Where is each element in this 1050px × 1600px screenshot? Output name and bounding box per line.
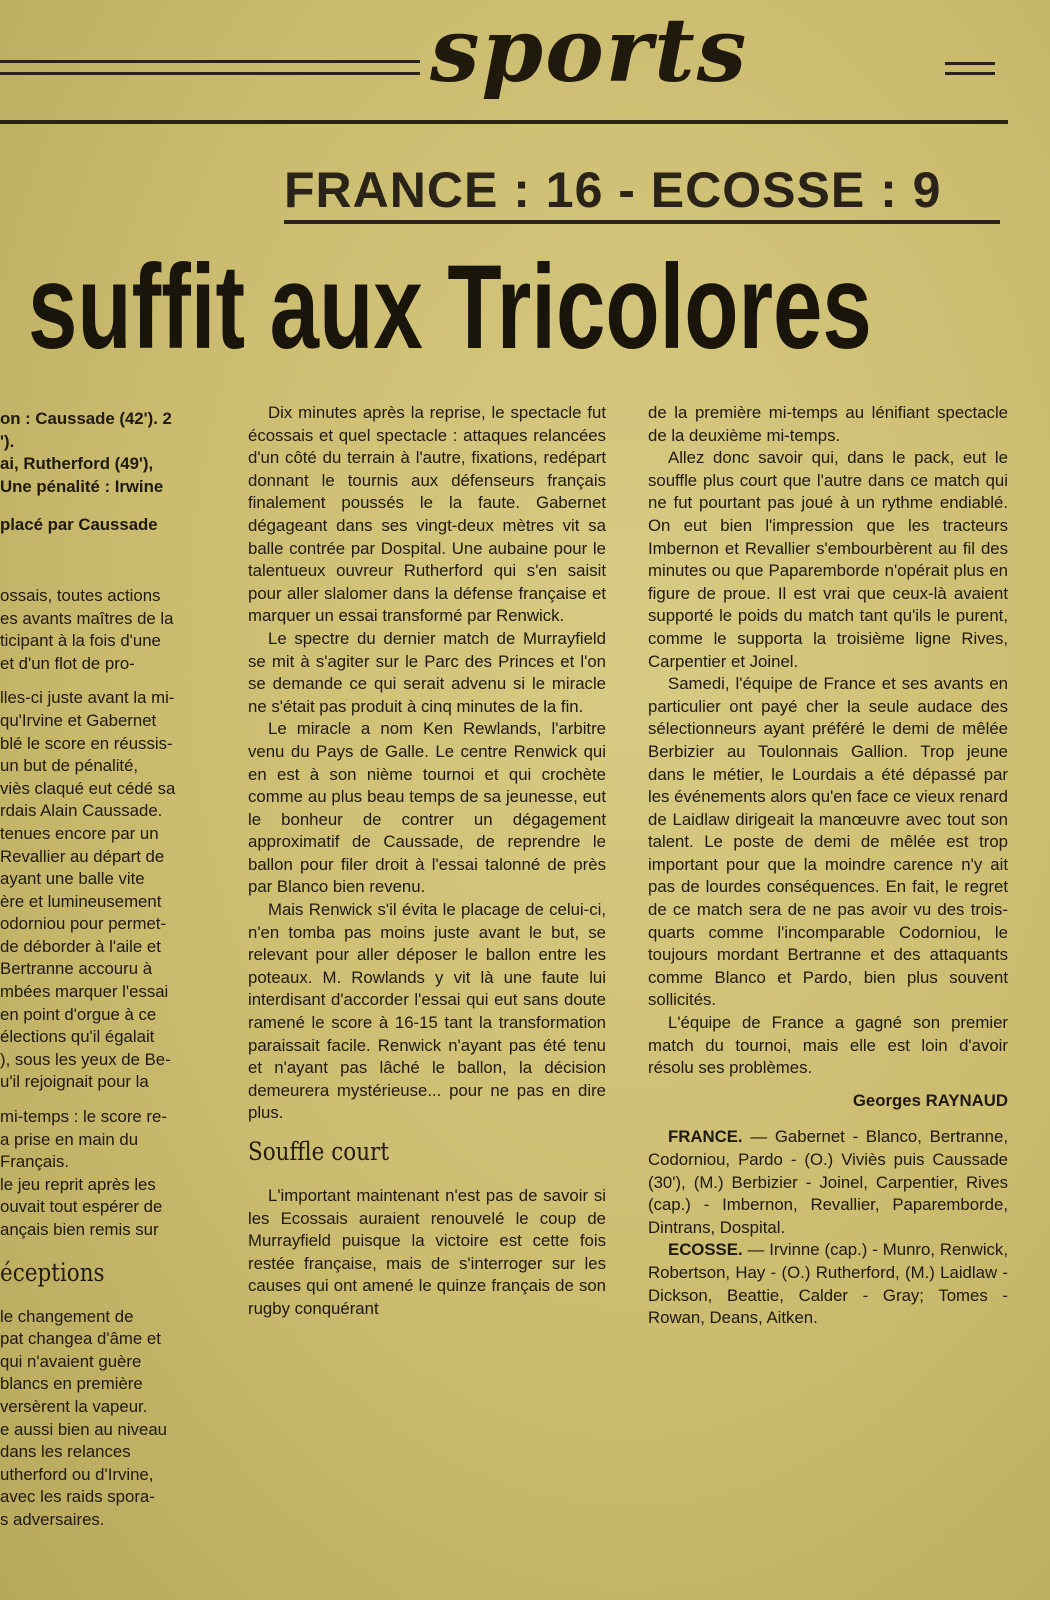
- header-rule: [0, 120, 1008, 124]
- text-line: s adversaires.: [0, 1509, 105, 1529]
- text-line: lles-ci juste avant la mi-: [0, 688, 175, 708]
- column-right: [648, 402, 1008, 1330]
- replacement-note: placé par Caussade: [0, 515, 158, 535]
- text-line: en point d'orgue à ce: [0, 1004, 157, 1024]
- text-line: ançais bien remis sur: [0, 1220, 159, 1239]
- text-line: odorniou pour permet-: [0, 914, 167, 934]
- score-line: FRANCE : 16 - ECOSSE : 9: [284, 162, 942, 218]
- text-line: Revallier au départ de: [0, 846, 165, 866]
- paragraph: L'équipe de France a gagné son premier match du tournoi, mais elle est loin d'avoir résolu ses problèmes.: [648, 1013, 1008, 1078]
- paragraph: Allez donc savoir qui, dans le pack, eut le souffle plus court que l'autre dans ce match qui ne fut pourtant pas joué à un rythme endiablé. On eut bien l'impression que les tracteurs Imbernon et Revallier s'embourbèrent au fil des minutes ou que Paparemborde n'opérait plus en figure de proue. Il est vrai que ceux-là avaient supporté le poids du match tant qu'ils le purent, comme le supporta la troisième ligne Rives, Carpentier et Joinel.: [648, 448, 1008, 671]
- masthead-rule-top: [0, 60, 420, 63]
- scoreline-underline: [284, 220, 1000, 224]
- text-line: élections qu'il égalait: [0, 1027, 155, 1047]
- subheading: Souffle court: [248, 1137, 389, 1166]
- section-masthead: sports: [430, 0, 749, 102]
- text-line: ), sous les yeux de Be-: [0, 1049, 171, 1069]
- text-line: qui n'avaient guère: [0, 1351, 142, 1371]
- paragraph: L'important maintenant n'est pas de savoir si les Ecossais auraient renouvelé le coup de Murrayfield puisque la victoire est cette fois restée française, mais de s'interroger sur les causes qui ont amené le quinze français de son rugby conquérant: [248, 1186, 606, 1318]
- paragraph: [0, 1306, 215, 1532]
- summary-line: ').: [0, 431, 15, 451]
- text-line: u'il rejoignait pour la: [0, 1072, 149, 1092]
- text-line: blé le score en réussis-: [0, 733, 173, 753]
- text-line: blancs en première: [0, 1374, 143, 1394]
- text-line: et d'un flot de pro-: [0, 653, 135, 673]
- text-line: qu'Irvine et Gabernet: [0, 710, 157, 730]
- text-line: dans les relances: [0, 1442, 131, 1462]
- text-line: ère et lumineusement: [0, 891, 162, 911]
- summary-line: Une pénalité : Irwine: [0, 476, 164, 496]
- paragraph: Samedi, l'équipe de France et ses avants en particulier ont payé cher la seule audace des sélectionneurs ayant préféré le demi de mêlée Berbizier au Toulonnais Gallion. Trop jeune dans le métier, le Lourdais a été dépassé par les événements alors qu'en face ce vieux renard de Laidlaw dirigeait la manœuvre avec tout son talent. Le poste de demi de mêlée est trop important pour que la moindre carence n'y ait pas de lourdes conséquences. En fait, le regret de ce match sera de ne pas avoir vu des trois-quarts comme l'incomparable Codorniou, le toujours mordant Bertranne et des attaquants comme Blanco et Pardo, bien plus souvent sollicités.: [648, 674, 1008, 1010]
- paragraph: [0, 585, 215, 675]
- paragraph: [0, 1106, 215, 1242]
- paragraph: Le miracle a nom Ken Rewlands, l'arbitre venu du Pays de Galle. Le centre Renwick qui en est à son nième tournoi et qui crochète comme au plus beau temps de sa jeunesse, eut le bonheur de contrer un dégagement approximatif de Caussade, de reprendre le ballon pour filer droit à l'essai talonné de près par Blanco bien revenu.: [248, 719, 606, 897]
- headline: suffit aux Tricolores: [28, 240, 872, 374]
- text-line: pat changea d'âme et: [0, 1329, 161, 1349]
- paragraph: Dix minutes après la reprise, le spectacle fut écossais et quel spectacle : attaques relancées d'un côté du terrain à l'autre, fixations, redépart donnant le tournis aux défenseurs français finalement poussés le la faute. Gabernet dégageant dans ses vingt-deux mètres vit sa balle contrée par Dospital. Une aubaine pour le talentueux ouvreur Rutherford qui s'en saisit pour aller slalomer dans la défense française et marquer un essai transformé par Renwick.: [248, 403, 606, 626]
- text-line: un but de pénalité,: [0, 756, 139, 776]
- text-line: ossais, toutes actions: [0, 585, 161, 605]
- text-line: avec les raids spora-: [0, 1487, 155, 1507]
- masthead-rule-right-top: [945, 62, 995, 65]
- paragraph: [0, 687, 215, 823]
- column-middle: [248, 402, 606, 1321]
- text-line: de déborder à l'aile et: [0, 936, 161, 956]
- text-line: ouvait tout espérer de: [0, 1197, 163, 1217]
- team-players: — Gabernet - Blanco, Bertranne, Codorniou, Pardo - (O.) Viviès puis Caussade (30'), (M.) Berbizier - Joinel, Carpentier, Rives (cap.) - Imbernon, Revallier, Paparemborde, Dintrans, Dospital.: [648, 1127, 1008, 1237]
- text-line: e aussi bien au niveau: [0, 1419, 168, 1439]
- summary-line: ai, Rutherford (49'),: [0, 454, 154, 474]
- text-line: utherford ou d'Irvine,: [0, 1464, 154, 1484]
- paragraph: Le spectre du dernier match de Murrayfield se mit à s'agiter sur le Parc des Princes et l'on se demande ce qui serait advenu si le miracle ne s'était pas produit à cinq minutes de la fin.: [248, 628, 606, 716]
- masthead-rule-right-bottom: [945, 72, 995, 75]
- paragraph: Mais Renwick s'il évita le placage de celui-ci, n'en tomba pas moins juste avant le but, se relevant pour aller déposer le ballon entre les poteaux. M. Rowlands y vit là une faute lui interdisant d'accorder l'essai qui eut sans doute ramené le score à 16-15 tant la transformation paraissait facile. Renwick n'ayant pas été tenu et n'ayant pas lâché le ballon, la décision demeurera mystérieuse... pour ne pas en dire plus.: [248, 900, 606, 1123]
- team-label: ECOSSE.: [668, 1240, 743, 1260]
- text-line: rdais Alain Caussade.: [0, 801, 163, 821]
- summary-line: on : Caussade (42'). 2: [0, 409, 172, 428]
- subheading: éceptions: [0, 1257, 105, 1287]
- text-line: versèrent la vapeur.: [0, 1396, 148, 1416]
- text-line: le jeu reprit après les: [0, 1174, 156, 1194]
- text-line: le changement de: [0, 1306, 134, 1326]
- team-players: — Irvinne (cap.) - Munro, Renwick, Robertson, Hay - (O.) Rutherford, (M.) Laidlaw - Dickson, Beattie, Calder - Gray; Tomes - Rowan, Deans, Aitken.: [648, 1240, 1008, 1328]
- text-line: viès claqué eut cédé sa: [0, 778, 176, 798]
- text-line: Français.: [0, 1152, 70, 1172]
- text-line: a prise en main du: [0, 1129, 139, 1149]
- team-list-france: [648, 1126, 1008, 1239]
- paragraph: [0, 823, 215, 1094]
- scoring-summary: [0, 408, 215, 498]
- text-line: mbées marquer l'essai: [0, 982, 169, 1002]
- text-line: ticipant à la fois d'une: [0, 631, 161, 651]
- text-line: es avants maîtres de la: [0, 608, 174, 628]
- text-line: mi-temps : le score re-: [0, 1107, 167, 1127]
- team-list-ecosse: [648, 1239, 1008, 1329]
- paragraph: de la première mi-temps au lénifiant spectacle de la deuxième mi-temps.: [648, 403, 1008, 445]
- column-left: [0, 408, 215, 1532]
- text-line: ayant une balle vite: [0, 869, 145, 889]
- masthead-rule-bottom: [0, 72, 420, 75]
- team-label: FRANCE.: [668, 1127, 743, 1147]
- byline: Georges RAYNAUD: [852, 1090, 1008, 1110]
- text-line: Bertranne accouru à: [0, 959, 153, 979]
- text-line: tenues encore par un: [0, 823, 159, 843]
